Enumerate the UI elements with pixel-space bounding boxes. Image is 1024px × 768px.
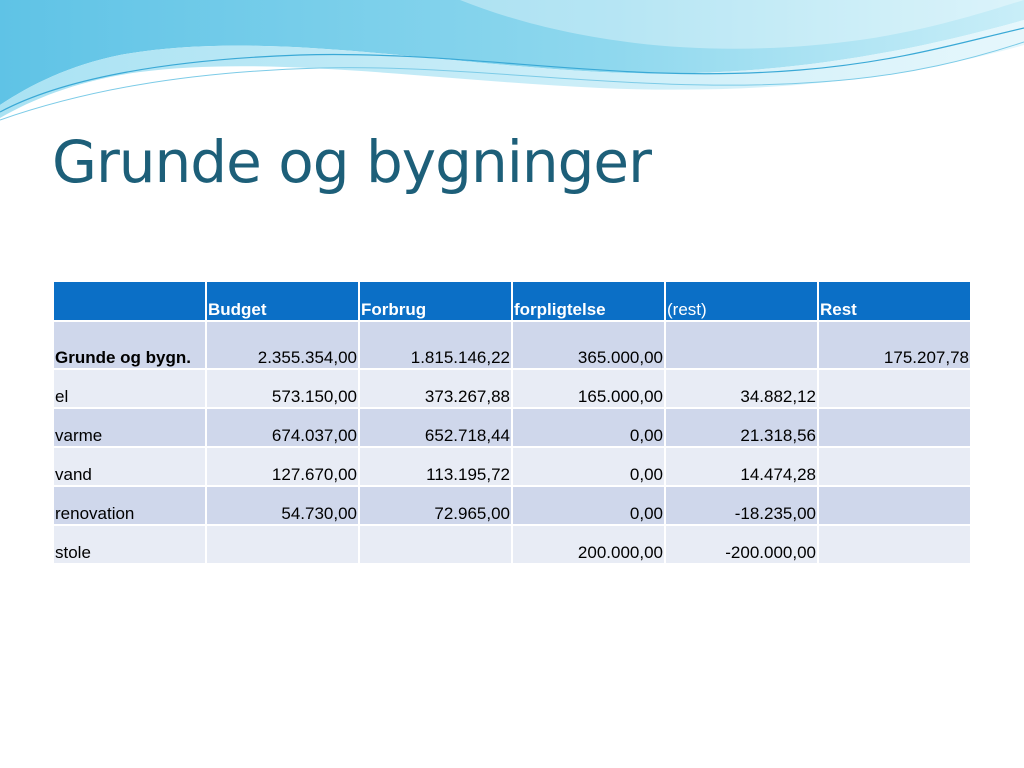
- cell-rest: [818, 447, 971, 486]
- cell-rest-paren: 14.474,28: [665, 447, 818, 486]
- table-row: [53, 525, 971, 564]
- cell-forbrug: [359, 525, 512, 564]
- header-cell-blank: [53, 281, 206, 321]
- decorative-wave-banner: [0, 0, 1024, 130]
- header-cell-budget: Budget: [206, 281, 359, 321]
- cell-forpligtelse: 0,00: [512, 408, 665, 447]
- cell-rest-paren: 21.318,56: [665, 408, 818, 447]
- cell-rest-paren: 34.882,12: [665, 369, 818, 408]
- row-label: Grunde og bygn.: [53, 321, 206, 369]
- table-row: [53, 321, 971, 369]
- slide-title: Grunde og bygninger: [52, 128, 651, 196]
- cell-rest-paren: -18.235,00: [665, 486, 818, 525]
- cell-rest: [818, 408, 971, 447]
- cell-forbrug: 1.815.146,22: [359, 321, 512, 369]
- row-label: stole: [53, 525, 206, 564]
- row-label: renovation: [53, 486, 206, 525]
- row-label: varme: [53, 408, 206, 447]
- table-row: [53, 486, 971, 525]
- cell-rest: [818, 525, 971, 564]
- cell-forpligtelse: 165.000,00: [512, 369, 665, 408]
- header-cell-rest-paren: (rest): [665, 281, 818, 321]
- cell-forbrug: 72.965,00: [359, 486, 512, 525]
- cell-budget: [206, 525, 359, 564]
- row-label: vand: [53, 447, 206, 486]
- table-row: [53, 369, 971, 408]
- cell-rest: [818, 486, 971, 525]
- table-row: [53, 447, 971, 486]
- table-row: [53, 408, 971, 447]
- cell-forpligtelse: 365.000,00: [512, 321, 665, 369]
- header-cell-rest: Rest: [818, 281, 971, 321]
- cell-rest: [818, 369, 971, 408]
- cell-budget: 573.150,00: [206, 369, 359, 408]
- row-label: el: [53, 369, 206, 408]
- cell-forbrug: 113.195,72: [359, 447, 512, 486]
- cell-rest-paren: -200.000,00: [665, 525, 818, 564]
- cell-forpligtelse: 200.000,00: [512, 525, 665, 564]
- cell-budget: 127.670,00: [206, 447, 359, 486]
- cell-forbrug: 652.718,44: [359, 408, 512, 447]
- cell-budget: 54.730,00: [206, 486, 359, 525]
- header-cell-forpligtelse: forpligtelse: [512, 281, 665, 321]
- cell-forbrug: 373.267,88: [359, 369, 512, 408]
- header-cell-forbrug: Forbrug: [359, 281, 512, 321]
- cell-budget: 674.037,00: [206, 408, 359, 447]
- budget-table: [52, 280, 972, 565]
- cell-rest-paren: [665, 321, 818, 369]
- cell-budget: 2.355.354,00: [206, 321, 359, 369]
- table-header-row: [53, 281, 971, 321]
- cell-forpligtelse: 0,00: [512, 486, 665, 525]
- cell-forpligtelse: 0,00: [512, 447, 665, 486]
- cell-rest: 175.207,78: [818, 321, 971, 369]
